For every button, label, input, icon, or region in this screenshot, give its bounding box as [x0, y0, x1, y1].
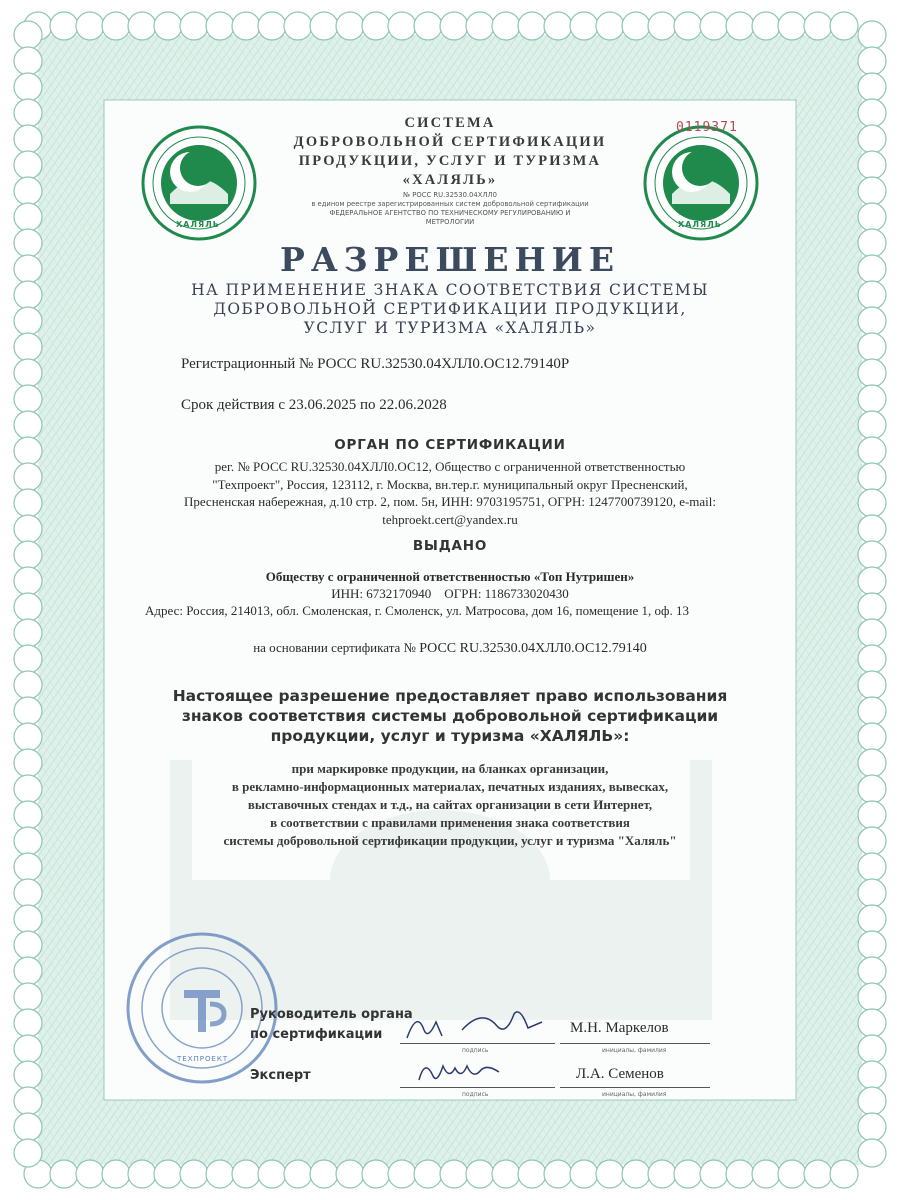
- registry-line: МЕТРОЛОГИИ: [425, 218, 475, 226]
- subtitle-line: ДОБРОВОЛЬНОЙ СЕРТИФИКАЦИИ ПРОДУКЦИИ,: [213, 300, 687, 318]
- validity-to: 22.06.2028: [379, 397, 447, 413]
- system-line: ПРОДУКЦИИ, УСЛУГ И ТУРИЗМА: [298, 153, 602, 169]
- basis-row: [0, 640, 900, 657]
- expert-name: Л.А. Семенов: [576, 1066, 664, 1082]
- system-line: ДОБРОВОЛЬНОЙ СЕРТИФИКАЦИИ: [293, 134, 607, 150]
- document-title: РАЗРЕШЕНИЕ: [280, 240, 620, 279]
- registry-line: в едином реестре зарегистрированных систем добровольной сертификации: [311, 200, 589, 208]
- issued-ids: ИНН: 6732170940 ОГРН: 1186733020430: [331, 586, 569, 601]
- cert-body-line: tehproekt.cert@yandex.ru: [382, 511, 518, 527]
- cert-body-line: Пресненская набережная, д.10 стр. 2, пом. 5н, ИНН: 9703195751, ОГРН: 1247700739120, e-mail:: [183, 494, 717, 509]
- registry-info: [0, 191, 900, 227]
- stamp-text: ТЕХПРОЕКТ: [177, 1055, 229, 1063]
- grant-line: знаков соответствия системы добровольной сертификации: [181, 707, 719, 725]
- logo-left-arabic: حلال: [196, 152, 232, 170]
- validity-to-label: по: [360, 397, 376, 413]
- logo-right-name: ХАЛЯЛЬ: [678, 220, 722, 229]
- usage-line: в соответствии с правилами применения знака соответствия: [270, 815, 630, 830]
- expert-signature: [415, 1052, 505, 1090]
- certification-system-name: [0, 114, 900, 190]
- validity-from: 23.06.2025: [288, 397, 357, 413]
- cert-body-heading: ОРГАН ПО СЕРТИФИКАЦИИ: [334, 437, 566, 453]
- expert-signature-line: [400, 1087, 555, 1088]
- subtitle-line: УСЛУГ И ТУРИЗМА «ХАЛЯЛЬ»: [303, 319, 597, 337]
- logo-right-arabic: حلال: [698, 152, 734, 170]
- registration-number: РОСС RU.32530.04ХЛЛ0.ОС12.79140Р: [317, 356, 570, 372]
- expert-name-caption: инициалы, фамилия: [602, 1091, 667, 1098]
- validity-row: [181, 397, 447, 414]
- basis-number: РОСС RU.32530.04ХЛЛ0.ОС12.79140: [419, 641, 647, 656]
- usage-line: системы добровольной сертификации продукции, услуг и туризма "Халяль": [223, 833, 677, 848]
- head-signature-line: [400, 1043, 555, 1044]
- head-signature-label: [250, 1005, 413, 1045]
- validity-label: Срок действия с: [181, 397, 285, 413]
- expert-sign-caption: подпись: [462, 1091, 489, 1098]
- expert-label: Эксперт: [250, 1068, 311, 1083]
- issued-address: Адрес: Россия, 214013, обл. Смоленская, г. Смоленск, ул. Матросова, дом 16, помещение 1, оф. 13: [145, 603, 689, 618]
- system-line: «ХАЛЯЛЬ»: [402, 172, 498, 188]
- cert-body-line: "Техпроект", Россия, 123112, г. Москва, вн.тер.г. муниципальный округ Пресненский,: [212, 476, 688, 492]
- head-name-line: [560, 1043, 710, 1044]
- usage-terms: [0, 760, 900, 850]
- logo-left-name: ХАЛЯЛЬ: [176, 220, 220, 229]
- system-line: СИСТЕМА: [404, 115, 496, 131]
- document-subtitle: [0, 281, 900, 338]
- registry-line: № РОСС RU.32530.04ХЛЛ0: [403, 191, 497, 199]
- head-sign-caption: подпись: [462, 1047, 489, 1054]
- issued-heading: ВЫДАНО: [412, 538, 488, 554]
- serial-number: 0119371: [676, 120, 738, 135]
- usage-line: выставочных стендах и т.д., на сайтах организации в сети Интернет,: [247, 797, 653, 812]
- registration-label: Регистрационный №: [181, 356, 314, 372]
- registry-line: ФЕДЕРАЛЬНОЕ АГЕНТСТВО ПО ТЕХНИЧЕСКОМУ РЕГУЛИРОВАНИЮ И: [329, 209, 571, 217]
- subtitle-line: НА ПРИМЕНЕНИЕ ЗНАКА СООТВЕТСТВИЯ СИСТЕМЫ: [191, 281, 709, 299]
- basis-label: на основании сертификата №: [253, 640, 416, 655]
- cert-body-line: рег. № РОСС RU.32530.04ХЛЛ0.ОС12, Общество с ограниченной ответственностью: [214, 459, 686, 474]
- head-label-line: по сертификации: [250, 1027, 383, 1042]
- head-name: М.Н. Маркелов: [570, 1020, 669, 1036]
- usage-line: в рекламно-информационных материалах, печатных изданиях, вывесках,: [231, 779, 669, 794]
- usage-line: при маркировке продукции, на бланках организации,: [291, 761, 609, 776]
- expert-name-line: [560, 1087, 710, 1088]
- grant-line: продукции, услуг и туризма «ХАЛЯЛЬ»:: [270, 727, 630, 745]
- grant-line: Настоящее разрешение предоставляет право использования: [172, 687, 728, 705]
- head-name-caption: инициалы, фамилия: [602, 1047, 667, 1054]
- issued-details: [0, 568, 900, 602]
- grant-statement: [0, 686, 900, 746]
- issued-company: Обществу с ограниченной ответственностью «Топ Нутришен»: [265, 569, 635, 584]
- head-label-line: Руководитель органа: [250, 1007, 413, 1022]
- registration-number-row: [181, 356, 569, 373]
- cert-body-details: [0, 458, 900, 528]
